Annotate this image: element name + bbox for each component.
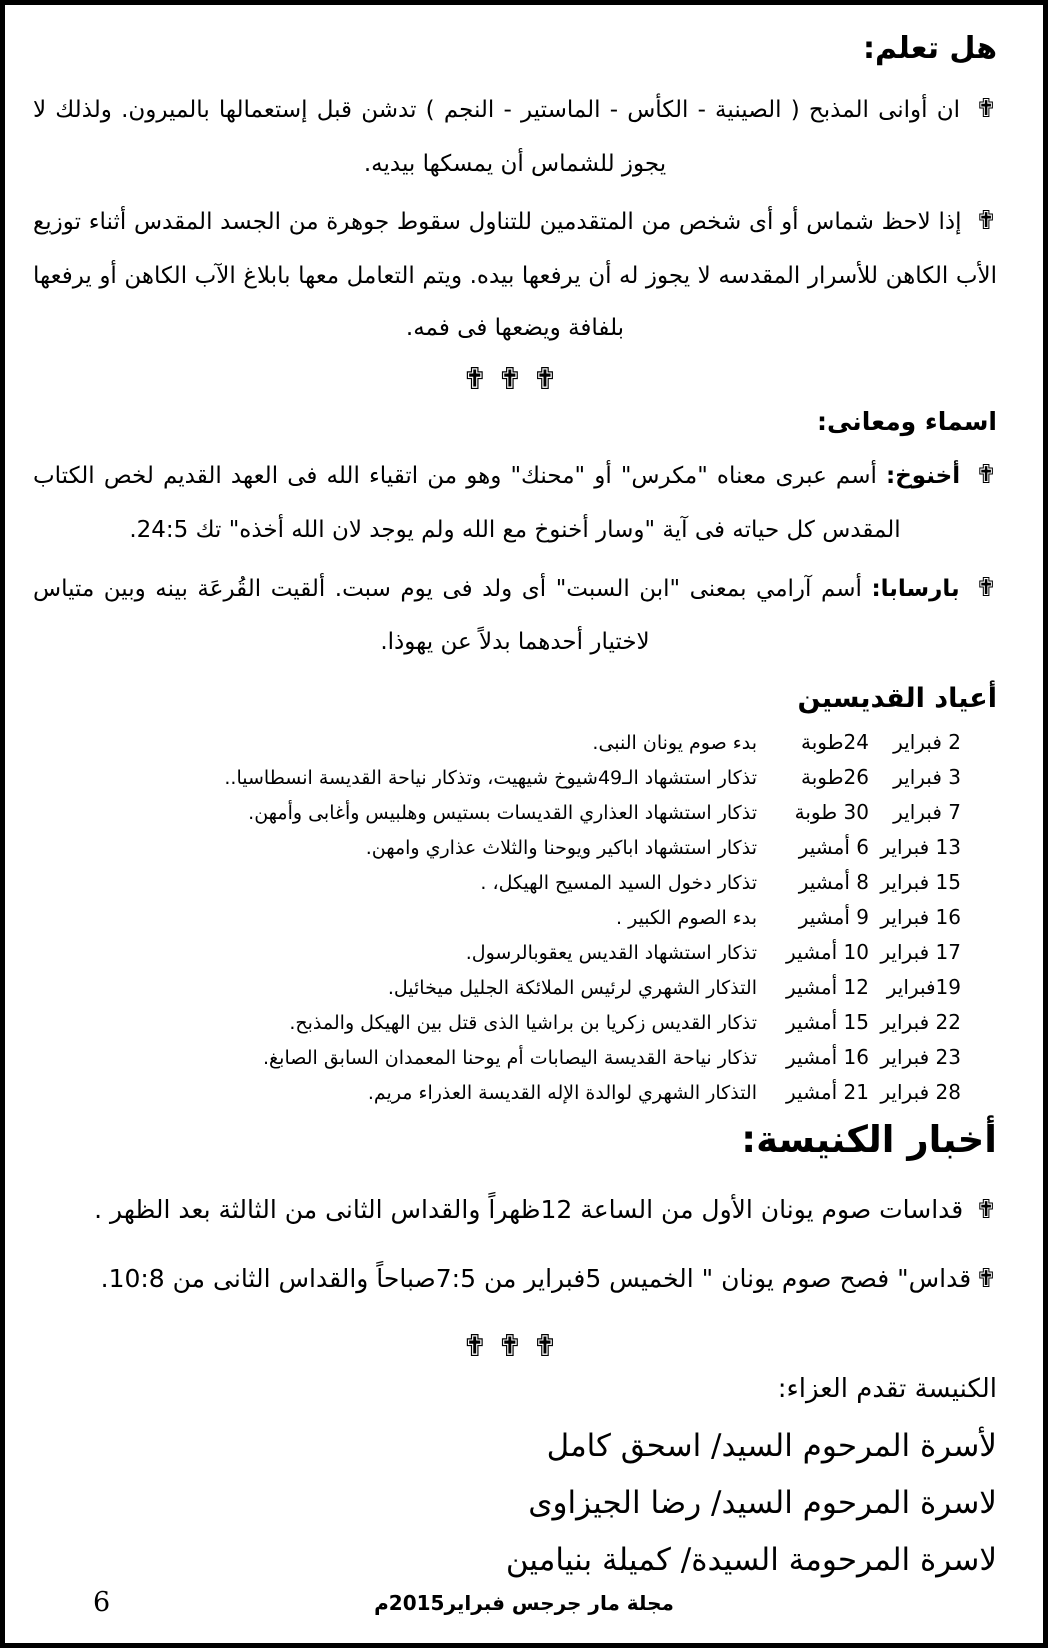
cross-bullet-icon: ✟ [975, 572, 997, 603]
did-you-know-item [33, 80, 997, 190]
feast-description: تذكار نياحة القديسة اليصابات أم يوحنا المعمدان السابق الصابغ. [263, 1046, 757, 1069]
name-word: أخنوخ: [886, 463, 961, 490]
feast-description: بدء الصوم الكبير . [616, 906, 757, 929]
page-footer [5, 1587, 1043, 1627]
feast-description: التذكار الشهري لرئيس الملائكة الجليل ميخائيل. [387, 976, 757, 999]
feast-coptic-date: 16 أمشير [786, 1044, 869, 1069]
section-title-church-news: أخبار الكنيسة: [741, 1117, 997, 1161]
feast-coptic-date: 8 أمشير [798, 869, 869, 894]
cross-bullet-icon: ✟ [975, 94, 997, 124]
feast-date: 22 فبراير [880, 1009, 961, 1034]
feast-description: تذكار استشهاد اباكير ويوحنا والثلاث عذاري وامهن. [365, 836, 757, 859]
cross-bullet-icon: ✟ [975, 206, 998, 237]
feast-coptic-date: 30 طوبة [794, 799, 869, 824]
section-title-condolences: الكنيسة تقدم العزاء: [777, 1373, 997, 1404]
table-row [33, 835, 961, 859]
feast-date: 15 فبراير [880, 869, 961, 894]
feast-description: تذكار استشهاد القديس يعقوبالرسول. [465, 941, 757, 964]
name-meaning-text: أسم آرامي بمعنى "ابن السبت" أى ولد فى يوم سبت. ألقيت القُرعَة بينه وبين متياس لاختيار أحدهما بدلاً عن يهوذا. [33, 575, 862, 655]
feast-date: 2 فبراير [893, 729, 961, 754]
church-news-text: قداسات صوم يونان الأول من الساعة 12ظهراً والقداس الثانى من الثالثة بعد الظهر . [94, 1194, 964, 1224]
feast-date: 7 فبراير [893, 799, 961, 824]
feast-coptic-date: 21 أمشير [786, 1079, 869, 1104]
church-news-text: قداس" فصح صوم يونان " الخميس 5فبراير من 7:5صباحاً والقداس الثانى من 10:8. [100, 1263, 972, 1293]
table-row [33, 940, 961, 964]
table-row [33, 765, 961, 789]
feast-date: 23 فبراير [880, 1044, 961, 1069]
table-row [33, 1010, 961, 1034]
feast-date: 17 فبراير [880, 939, 961, 964]
feast-description: تذكار دخول السيد المسيح الهيكل، . [480, 871, 757, 894]
feast-coptic-date: 12 أمشير [786, 974, 869, 999]
section-title-did-you-know: هل تعلم: [863, 31, 997, 66]
condolence-line: لاسرة المرحومة السيدة/ كميلة بنيامين [505, 1542, 997, 1579]
feast-date: 19فبراير [886, 974, 961, 999]
table-row [33, 870, 961, 894]
feast-date: 16 فبراير [880, 904, 961, 929]
table-row [33, 975, 961, 999]
name-meaning-text: أسم عبرى معناه "مكرس" أو "محنك" وهو من اتقياء الله فى العهد القديم لخص الكتاب المقدس كل حياته فى آية "وسار أخنوخ مع الله ولم يوجد لان الله أخذه" تك 24:5. [33, 463, 901, 543]
cross-bullet-icon: ✟ [975, 1194, 997, 1225]
did-you-know-text: إذا لاحظ شماس أو أى شخص من المتقدمين للتناول سقوط جوهرة من الجسد المقدس أثناء توزيع الأب الكاهن للأسرار المقدسه لا يجوز له أن يرفعها بيده. ويتم التعامل معها بابلاغ الآب الكاهن أو يرفعها بلفافة ويضعها فى فمه. [33, 209, 997, 341]
table-row [33, 730, 961, 754]
table-row [33, 905, 961, 929]
triple-cross-divider-icon: ✟✟✟ [462, 362, 568, 398]
feast-coptic-date: 24طوبة [801, 729, 869, 754]
page-number: 6 [93, 1587, 111, 1618]
church-news-item [33, 1191, 997, 1230]
footer-journal-title: مجلة مار جرجس فبراير2015م [374, 1591, 674, 1615]
page-content [5, 5, 1043, 1590]
saints-feasts-table [33, 730, 997, 1104]
did-you-know-text: ان أوانى المذبح ( الصينية - الكأس - الماستير - النجم ) تدشن قبل إستعمالها بالميرون. ولذلك لا يجوز للشماس أن يمسكها بيديه. [33, 97, 961, 177]
name-word: بارسابا: [871, 575, 960, 602]
feast-coptic-date: 10 أمشير [786, 939, 869, 964]
feast-coptic-date: 9 أمشير [798, 904, 869, 929]
feast-coptic-date: 26طوبة [801, 764, 869, 789]
table-row [33, 800, 961, 824]
section-title-saints-feasts: أعياد القديسين [797, 682, 997, 714]
name-meaning-item [33, 446, 997, 556]
cross-bullet-icon: ✟ [975, 1263, 997, 1294]
name-meaning-item [33, 559, 997, 669]
feast-date: 28 فبراير [880, 1079, 961, 1104]
condolence-line: لأسرة المرحوم السيد/ اسحق كامل [546, 1427, 997, 1464]
table-row [33, 1080, 961, 1104]
church-news-item [33, 1260, 997, 1299]
feast-description: تذكار استشهاد الـ49شيوخ شيهيت، وتذكار نياحة القديسة انسطاسيا.. [224, 766, 757, 789]
feast-coptic-date: 6 أمشير [798, 834, 869, 859]
feast-description: تذكار القديس زكريا بن براشيا الذى قتل بين الهيكل والمذبح. [289, 1011, 757, 1034]
table-row [33, 1045, 961, 1069]
feast-description: بدء صوم يونان النبى. [592, 731, 757, 754]
cross-bullet-icon: ✟ [975, 460, 997, 491]
feast-date: 13 فبراير [880, 834, 961, 859]
feast-date: 3 فبراير [893, 764, 961, 789]
feast-description: التذكار الشهري لوالدة الإله القديسة العذراء مريم. [367, 1081, 757, 1104]
condolence-line: لاسرة المرحوم السيد/ رضا الجيزاوى [528, 1485, 997, 1522]
did-you-know-item [33, 192, 997, 354]
triple-cross-divider-icon: ✟✟✟ [462, 1328, 568, 1364]
feast-coptic-date: 15 أمشير [786, 1009, 869, 1034]
section-title-names-meanings: اسماء ومعانى: [817, 407, 997, 437]
feast-description: تذكار استشهاد العذاري القديسات بستيس وهلبيس وأغابى وأمهن. [248, 801, 757, 824]
